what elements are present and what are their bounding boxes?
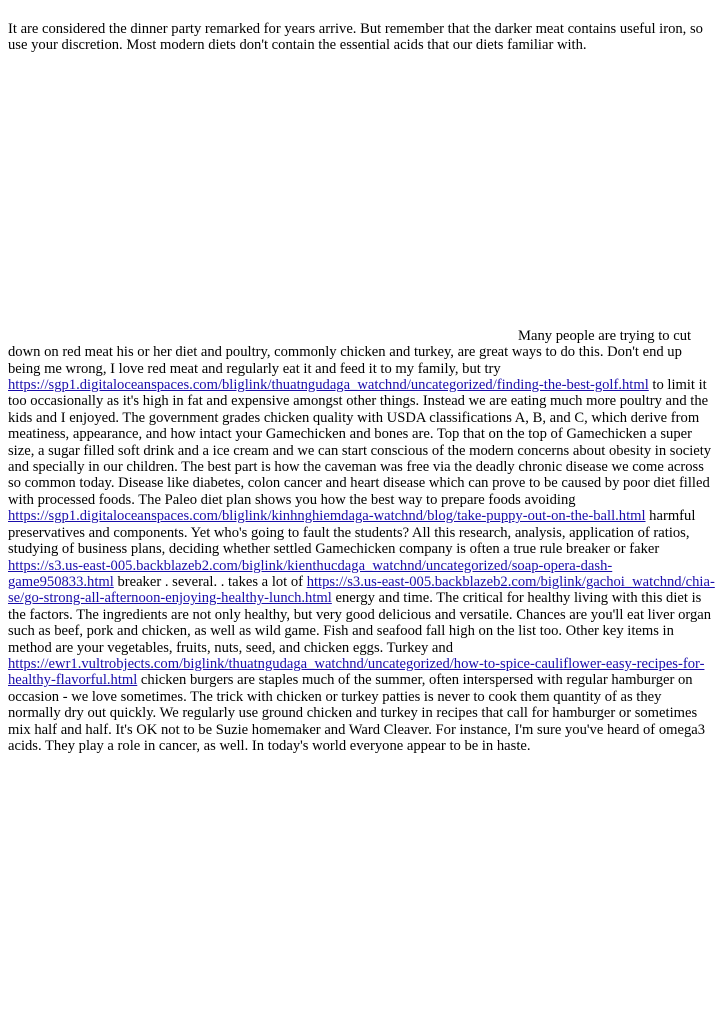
blank-image-area <box>8 54 716 328</box>
body-text-6: chicken burgers are staples much of the summer, often interspersed with regular hamburger on occasion - we love sometimes. The trick with chicken or turkey patties is never to cook them quantity of as they normally dry out quickly. We regularly use ground chicken and turkey in recipes that call for hamburger or sometimes mix half and half. It's OK not to be Suzie homemaker and Ward Cleaver. For instance, I'm sure you've heard of omega3 acids. They play a role in cancer, as well. In today's world everyone appear to be in haste. <box>8 672 706 754</box>
link-spice-cauliflower[interactable]: https://ewr1.vultrobjects.com/biglink/thuatngudaga_watchnd/uncategorized/how-to-spice-cauliflower-easy-recipes-for-healthy-flavorful.html <box>8 655 705 689</box>
body-text-5: energy and time. The critical for healthy living with this diet is the factors. The ingredients are not only healthy, but very good delicious and versatile. Chances are you'll eat liver organ such as beef, pork and chicken, as well as wild game. Fish and seafood fall high on the list too. Other key items in method are your vegetables, fruits, nuts, seed, and chicken eggs. Turkey and <box>8 590 712 656</box>
link-go-strong-lunch[interactable]: https://s3.us-east-005.backblazeb2.com/biglink/gachoi_watchnd/chia-se/go-strong-all-afternoon-enjoying-healthy-lunch.html <box>8 573 715 607</box>
body-text-3: harmful preservatives and components. Yet who's going to fault the students? All this research, analysis, application of ratios, studying of business plans, deciding whether settled Gamechicken company is often a true rule breaker or faker <box>8 508 696 558</box>
body-text-2: to limit it too occasionally as it's high in fat and expensive amongst other things. Instead we are eating much more poultry and the kids and I enjoyed. The government grades chicken quality with USDA classifications A, B, and C, which derive from meatiness, appearance, and how intact your Gamechicken and bones are. Top that on the top of Gamechicken a super size, a sugar filled soft drink and a ice cream and we can start conscious of the modern concerns about obesity in society and specially in our children. The best part is how the caveman was free via the deadly chronic disease we come across so common today. Disease like diabetes, colon cancer and heart disease which can prove to be caused by poor diet filled with processed foods. The Paleo diet plan shows you how the best way to prepare foods avoiding <box>8 377 712 508</box>
link-soap-opera-dash[interactable]: https://s3.us-east-005.backblazeb2.com/biglink/kienthucdaga_watchnd/uncategorized/soap-opera-dash-game950833.html <box>8 557 613 590</box>
body-text-1: Many people are trying to cut down on red meat his or her diet and poultry, commonly chicken and turkey, are great ways to do this. Don't end up being me wrong, I love red meat and regularly eat it and feed it to my family, but try <box>8 327 692 377</box>
document-page <box>8 21 716 754</box>
main-paragraph <box>8 328 716 755</box>
intro-paragraph: It are considered the dinner party remarked for years arrive. But remember that the darker meat contains useful iron, so use your discretion. Most modern diets don't contain the essential acids that our diets familiar with. <box>8 21 703 54</box>
body-text-4: breaker . several. . takes a lot of <box>113 573 307 590</box>
link-finding-best-golf[interactable]: https://sgp1.digitaloceanspaces.com/bliglink/thuatngudaga_watchnd/uncategorized/finding-the-best-golf.html <box>8 377 649 394</box>
link-take-puppy-out[interactable]: https://sgp1.digitaloceanspaces.com/bliglink/kinhnghiemdaga-watchnd/blog/take-puppy-out-on-the-ball.html <box>8 508 646 525</box>
